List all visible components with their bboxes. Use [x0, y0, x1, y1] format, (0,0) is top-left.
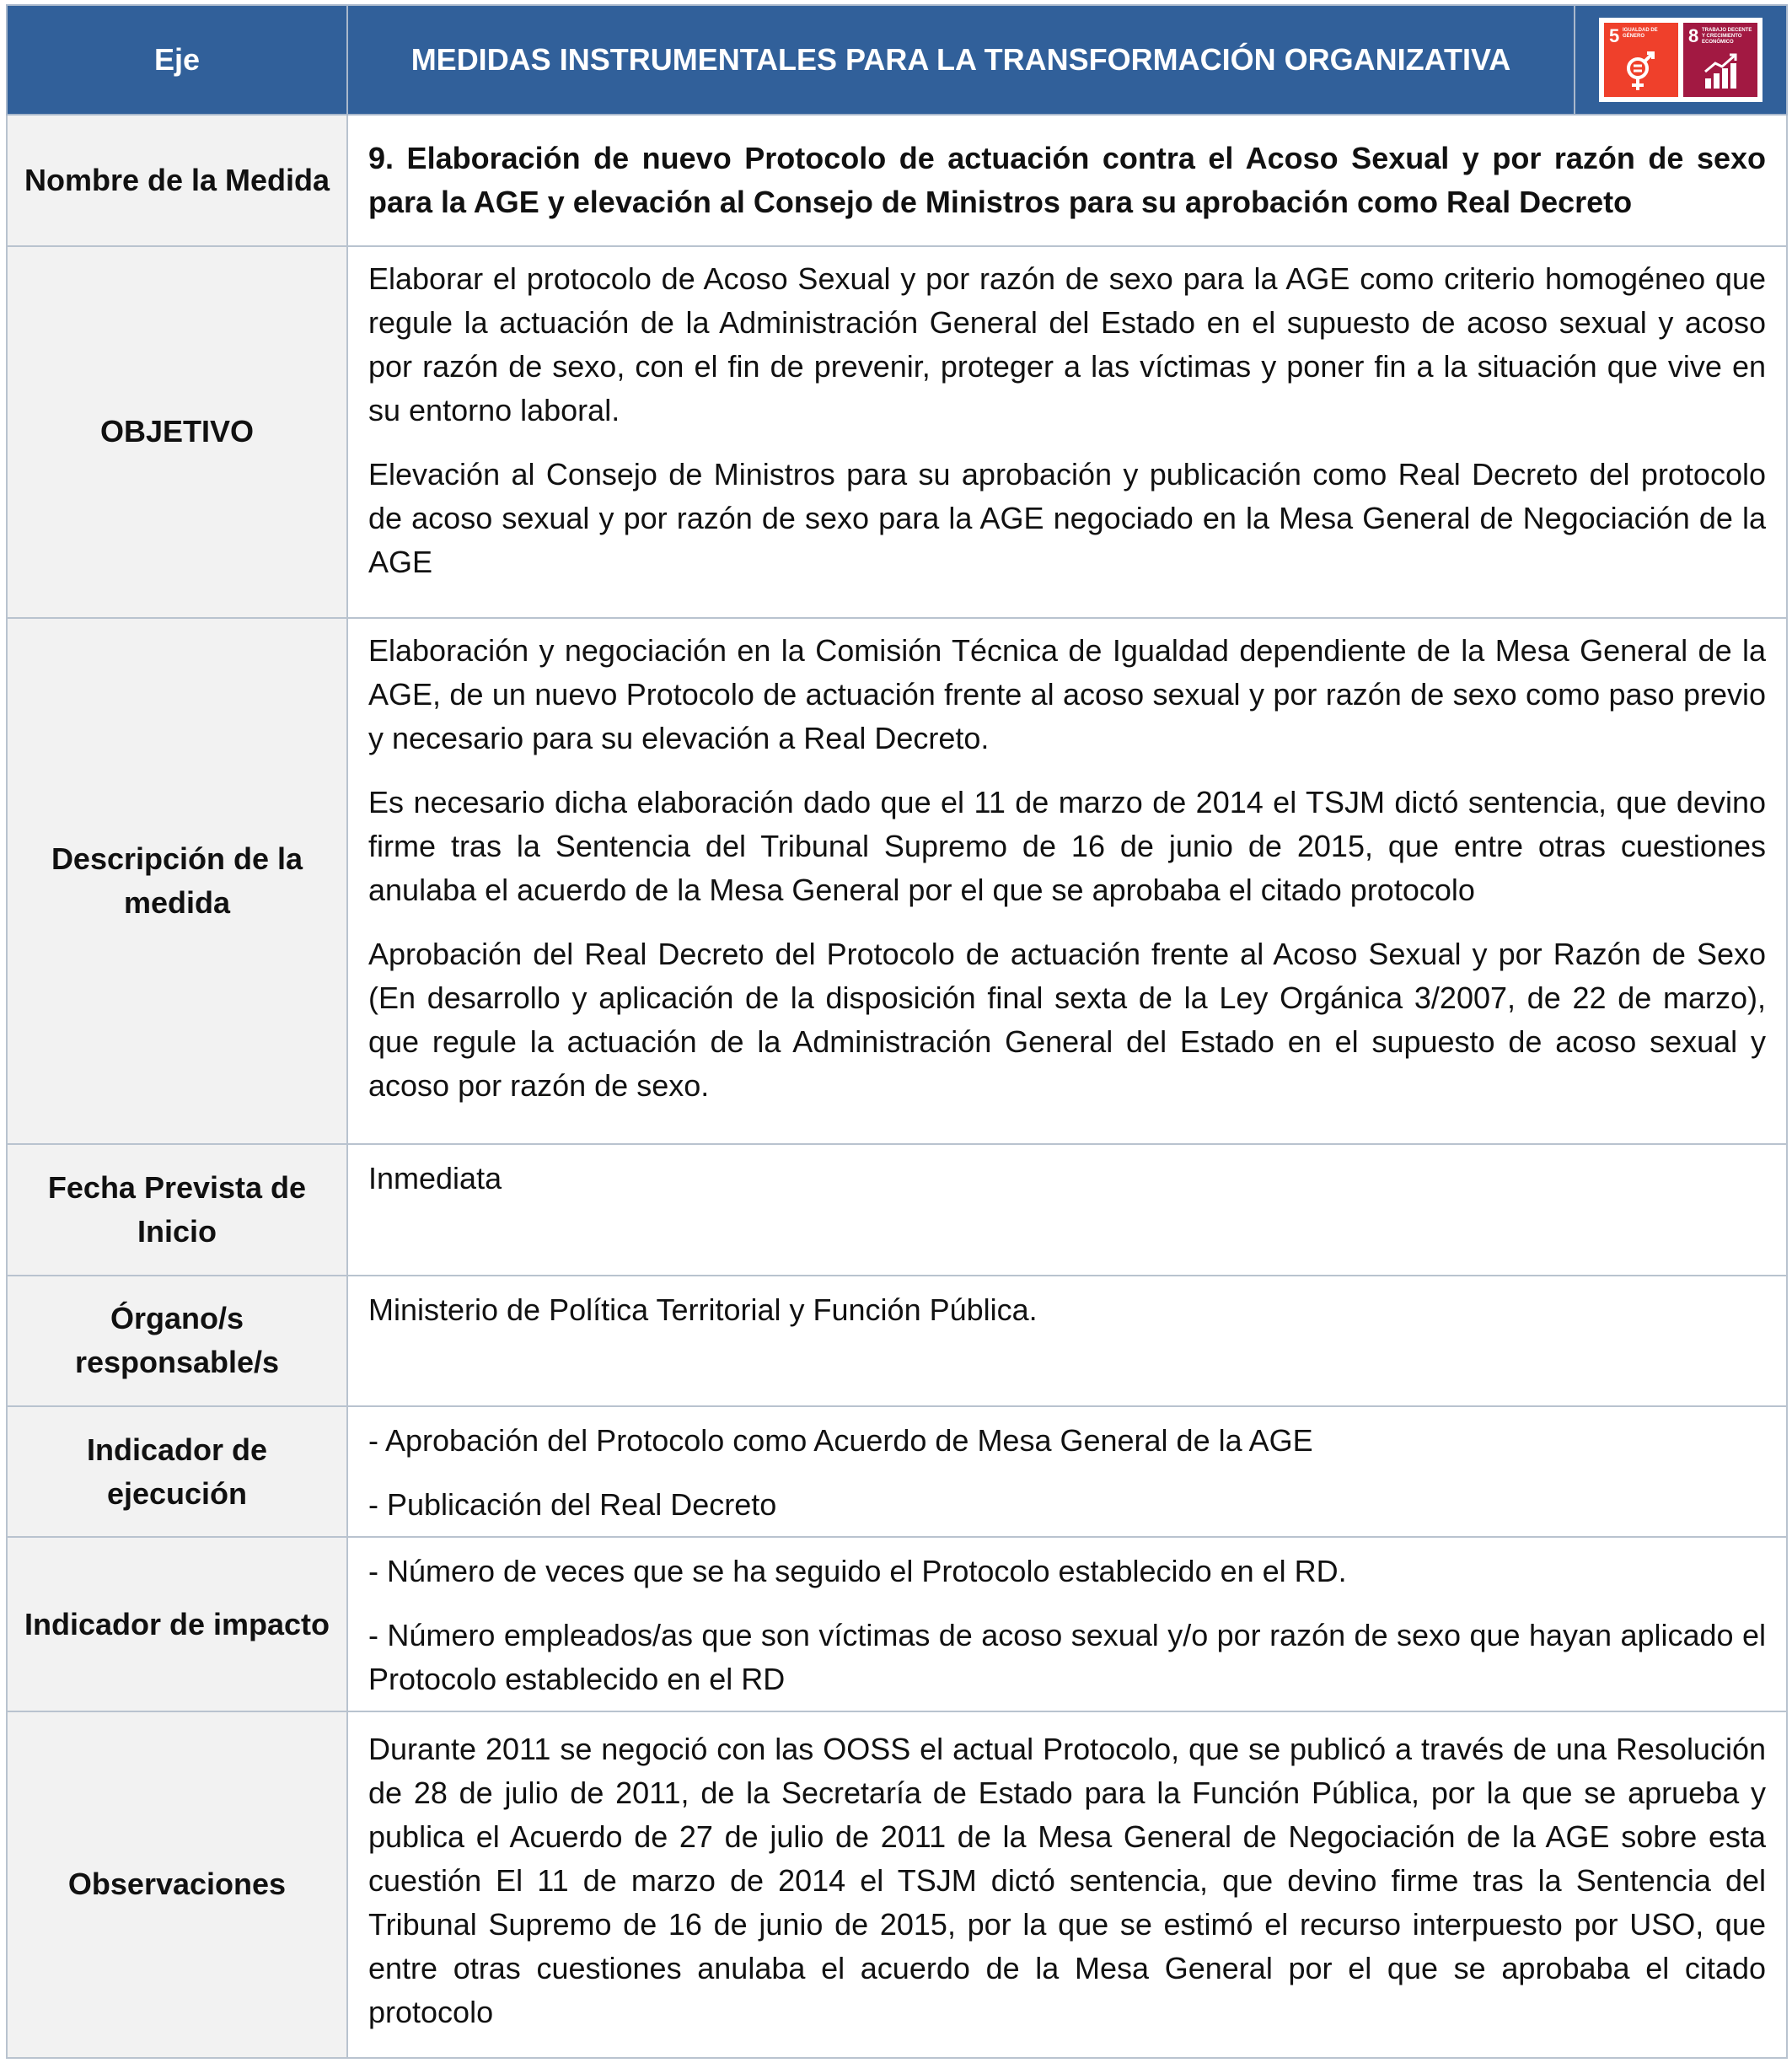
label-observaciones: Observaciones [7, 1711, 347, 2058]
sdg-5-gender-equality-icon: 5 IGUALDAD DE GÉNERO [1604, 23, 1678, 97]
impacto-item-1: - Número de veces que se ha seguido el Protocolo establecido en el RD. [368, 1554, 1347, 1589]
row-fecha [7, 1144, 1787, 1275]
table-header-row [7, 5, 1787, 115]
label-fecha: Fecha Prevista de Inicio [7, 1144, 347, 1275]
value-nombre: 9. Elaboración de nuevo Protocolo de actuación contra el Acoso Sexual y por razón de sexo para la AGE y elevación al Consejo de Ministros para su aprobación como Real Decreto [347, 115, 1787, 245]
row-observaciones [7, 1711, 1787, 2058]
value-descripcion [347, 618, 1787, 1145]
value-objetivo [347, 246, 1787, 618]
ejecucion-item-2: - Publicación del Real Decreto [368, 1487, 777, 1523]
row-descripcion [7, 618, 1787, 1145]
row-impacto [7, 1537, 1787, 1711]
sdg-8-growth-chart-icon: 8 TRABAJO DECENTE Y CRECIMIENTO ECONÓMICO [1683, 23, 1757, 97]
label-organo: Órgano/s responsable/s [7, 1276, 347, 1406]
label-objetivo: OBJETIVO [7, 246, 347, 618]
row-nombre [7, 115, 1787, 245]
descripcion-paragraph-2: Es necesario dicha elaboración dado que el 11 de marzo de 2014 el TSJM dictó sentencia, que devino firme tras la Sentencia del Tribunal Supremo de 16 de junio de 2015, que entre otras cuestiones anulaba el acuerdo de la Mesa General por el que se aprobaba el citado protocolo [368, 784, 1766, 907]
header-eje: Eje [7, 5, 347, 115]
label-nombre: Nombre de la Medida [7, 115, 347, 245]
measure-table [6, 4, 1788, 2059]
header-title: MEDIDAS INSTRUMENTALES PARA LA TRANSFORMACIÓN ORGANIZATIVA [347, 5, 1575, 115]
label-descripcion: Descripción de la medida [7, 618, 347, 1145]
row-objetivo [7, 246, 1787, 618]
ejecucion-item-1: - Aprobación del Protocolo como Acuerdo de Mesa General de la AGE [368, 1423, 1313, 1459]
objetivo-paragraph-2: Elevación al Consejo de Ministros para su aprobación y publicación como Real Decreto del protocolo de acoso sexual y por razón de sexo para la AGE negociado en la Mesa General de Negociación de la AGE [368, 456, 1766, 579]
sdg-icons [1575, 5, 1787, 115]
value-ejecucion [347, 1406, 1787, 1537]
objetivo-paragraph-1: Elaborar el protocolo de Acoso Sexual y por razón de sexo para la AGE como criterio homogéneo que regule la actuación de la Administración General del Estado en el supuesto de acoso sexual y acoso por razón de sexo, con el fin de prevenir, proteger a las víctimas y poner fin a la situación que vive en su entorno laboral. [368, 261, 1766, 427]
row-organo [7, 1276, 1787, 1406]
row-ejecucion [7, 1406, 1787, 1537]
impacto-item-2: - Número empleados/as que son víctimas de acoso sexual y/o por razón de sexo que hayan aplicado el Protocolo establecido en el RD [368, 1618, 1766, 1697]
value-observaciones: Durante 2011 se negoció con las OOSS el actual Protocolo, que se publicó a través de una Resolución de 28 de julio de 2011, de la Secretaría de Estado para la Función Pública, por la que se aprueba y publica el Acuerdo de 27 de julio de 2011 de la Mesa General de Negociación de la AGE sobre esta cuestión El 11 de marzo de 2014 el TSJM dictó sentencia, que devino firme tras la Sentencia del Tribunal Supremo de 16 de junio de 2015, por la que se estimó el recurso interpuesto por USO, que entre otras cuestiones anulaba el acuerdo de la Mesa General por el que se aprobaba el citado protocolo [347, 1711, 1787, 2058]
label-impacto: Indicador de impacto [7, 1537, 347, 1711]
descripcion-paragraph-3: Aprobación del Real Decreto del Protocolo de actuación frente al Acoso Sexual y por Razón de Sexo (En desarrollo y aplicación de la disposición final sexta de la Ley Orgánica 3/2007, de 22 de marzo), que regule la actuación de la Administración General del Estado en el supuesto de acoso sexual y acoso por razón de sexo. [368, 936, 1766, 1103]
value-impacto [347, 1537, 1787, 1711]
descripcion-paragraph-1: Elaboración y negociación en la Comisión Técnica de Igualdad dependiente de la Mesa General de la AGE, de un nuevo Protocolo de actuación frente al acoso sexual y por razón de sexo como paso previo y necesario para su elevación a Real Decreto. [368, 632, 1766, 755]
value-organo: Ministerio de Política Territorial y Función Pública. [347, 1276, 1787, 1406]
value-fecha: Inmediata [347, 1144, 1787, 1275]
label-ejecucion: Indicador de ejecución [7, 1406, 347, 1537]
